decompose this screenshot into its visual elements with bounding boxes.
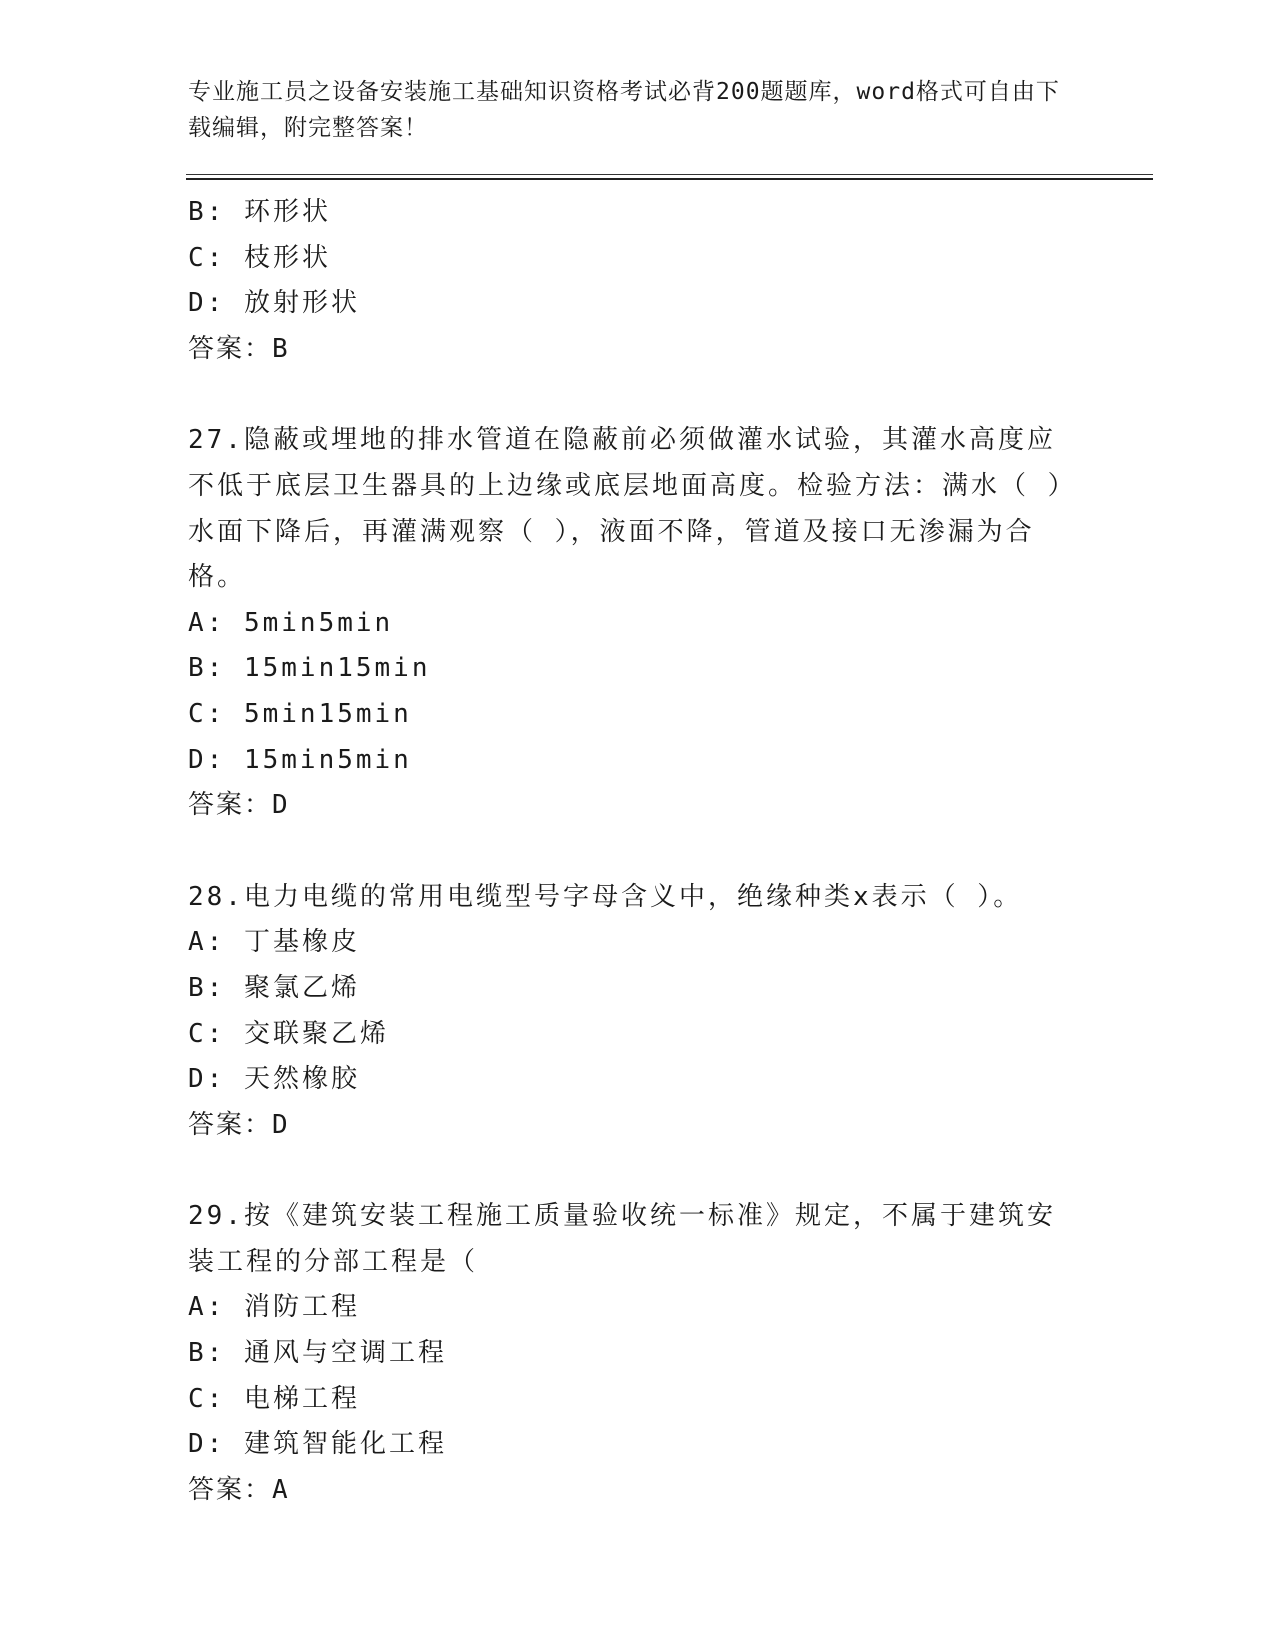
question-stem: 27.隐蔽或埋地的排水管道在隐蔽前必须做灌水试验，其灌水高度应不低于底层卫生器具的上边缘或底层地面高度。检验方法：满水（ ）水面下降后，再灌满观察（ ），液面不降，管道及接口无渗漏为合格。 — [188, 425, 1064, 593]
option-b: B: 通风与空调工程 — [188, 1338, 447, 1369]
answer-line: 答案：D — [188, 790, 290, 821]
question-27 — [188, 418, 1088, 828]
question-stem: 28.电力电缆的常用电缆型号字母含义中，绝缘种类x表示（ ）。 — [188, 881, 1023, 912]
answer-line: 答案：B — [188, 333, 290, 364]
option-c: C: 电梯工程 — [188, 1383, 360, 1414]
question-fragment — [188, 190, 1088, 372]
option-b: B: 环形状 — [188, 197, 331, 227]
option-b: B: 15min15min — [188, 653, 431, 684]
option-d: D: 天然橡胶 — [188, 1064, 360, 1095]
option-d: D: 15min5min — [188, 744, 412, 775]
option-b: B: 聚氯乙烯 — [188, 972, 360, 1003]
option-d: D: 建筑智能化工程 — [188, 1429, 447, 1460]
option-c: C: 枝形状 — [188, 242, 331, 273]
option-c: C: 交联聚乙烯 — [188, 1018, 389, 1049]
question-stem: 29.按《建筑安装工程施工质量验收统一标准》规定，不属于建筑安装工程的分部工程是（ — [188, 1201, 1056, 1277]
question-list — [188, 190, 1088, 1513]
option-a: A: 5min5min — [188, 607, 394, 638]
question-29 — [188, 1194, 1088, 1513]
answer-line: 答案：A — [188, 1474, 290, 1505]
question-28 — [188, 875, 1088, 1149]
option-c: C: 5min15min — [188, 698, 412, 729]
option-d: D: 放射形状 — [188, 288, 360, 319]
document-header: 专业施工员之设备安装施工基础知识资格考试必背200题题库，word格式可自由下载编辑，附完整答案！ — [188, 79, 1060, 141]
option-a: A: 丁基橡皮 — [188, 927, 360, 958]
option-a: A: 消防工程 — [188, 1292, 360, 1323]
header-divider-thick — [186, 178, 1153, 180]
answer-line: 答案：D — [188, 1109, 290, 1140]
header-divider-thin — [186, 174, 1153, 175]
